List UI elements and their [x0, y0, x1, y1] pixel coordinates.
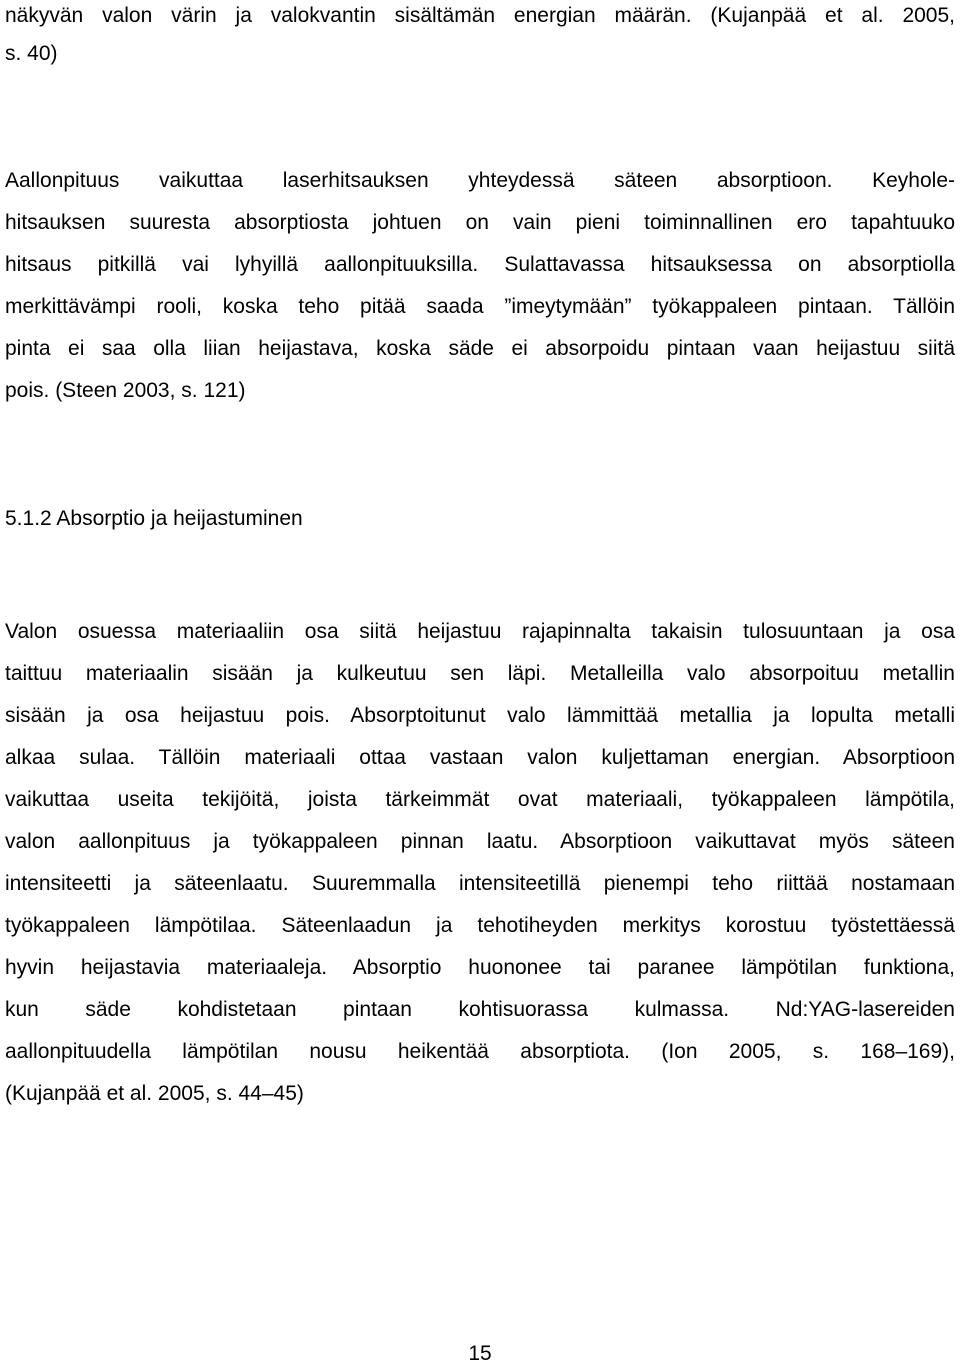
paragraph2-line: alkaa sulaa. Tällöin materiaali ottaa vastaan valon kuljettaman energian. Absorptioon: [5, 746, 955, 769]
paragraph1-line: merkittävämpi rooli, koska teho pitää saada ”imeytymään” työkappaleen pintaan. Tällöin: [5, 295, 955, 318]
paragraph2-line: (Kujanpää et al. 2005, s. 44–45): [5, 1082, 304, 1105]
paragraph1-line: hitsaus pitkillä vai lyhyillä aallonpituuksilla. Sulattavassa hitsauksessa on absorptiolla: [5, 253, 955, 276]
intro-line: näkyvän valon värin ja valokvantin sisältämän energian määrän. (Kujanpää et al. 2005,: [5, 4, 955, 27]
page-number: 15: [468, 1342, 492, 1365]
section-heading: 5.1.2 Absorptio ja heijastuminen: [5, 507, 303, 530]
paragraph2-line: sisään ja osa heijastuu pois. Absorptoitunut valo lämmittää metallia ja lopulta metalli: [5, 704, 955, 727]
paragraph2-line: kun säde kohdistetaan pintaan kohtisuorassa kulmassa. Nd:YAG-lasereiden: [5, 998, 955, 1021]
paragraph2-line: valon aallonpituus ja työkappaleen pinnan laatu. Absorptioon vaikuttavat myös säteen: [5, 830, 955, 853]
paragraph2-line: Valon osuessa materiaaliin osa siitä heijastuu rajapinnalta takaisin tulosuuntaan ja osa: [5, 620, 955, 643]
paragraph1-line: pinta ei saa olla liian heijastava, koska säde ei absorpoidu pintaan vaan heijastuu siitä: [5, 337, 955, 360]
paragraph2-line: vaikuttaa useita tekijöitä, joista tärkeimmät ovat materiaali, työkappaleen lämpötila,: [5, 788, 955, 811]
paragraph1-line: hitsauksen suuresta absorptiosta johtuen on vain pieni toiminnallinen ero tapahtuuko: [5, 211, 955, 234]
paragraph2-line: taittuu materiaalin sisään ja kulkeutuu sen läpi. Metalleilla valo absorpoituu metallin: [5, 662, 955, 685]
intro-line: s. 40): [5, 42, 58, 65]
paragraph2-line: työkappaleen lämpötilaa. Säteenlaadun ja tehotiheyden merkitys korostuu työstettäessä: [5, 914, 955, 937]
paragraph2-line: aallonpituudella lämpötilan nousu heikentää absorptiota. (Ion 2005, s. 168–169),: [5, 1040, 955, 1063]
paragraph2-line: hyvin heijastavia materiaaleja. Absorptio huononee tai paranee lämpötilan funktiona,: [5, 956, 955, 979]
paragraph2-line: intensiteetti ja säteenlaatu. Suuremmalla intensiteetillä pienempi teho riittää nostamaan: [5, 872, 955, 895]
paragraph1-line: Aallonpituus vaikuttaa laserhitsauksen yhteydessä säteen absorptioon. Keyhole-: [5, 169, 955, 192]
paragraph1-line: pois. (Steen 2003, s. 121): [5, 379, 246, 402]
